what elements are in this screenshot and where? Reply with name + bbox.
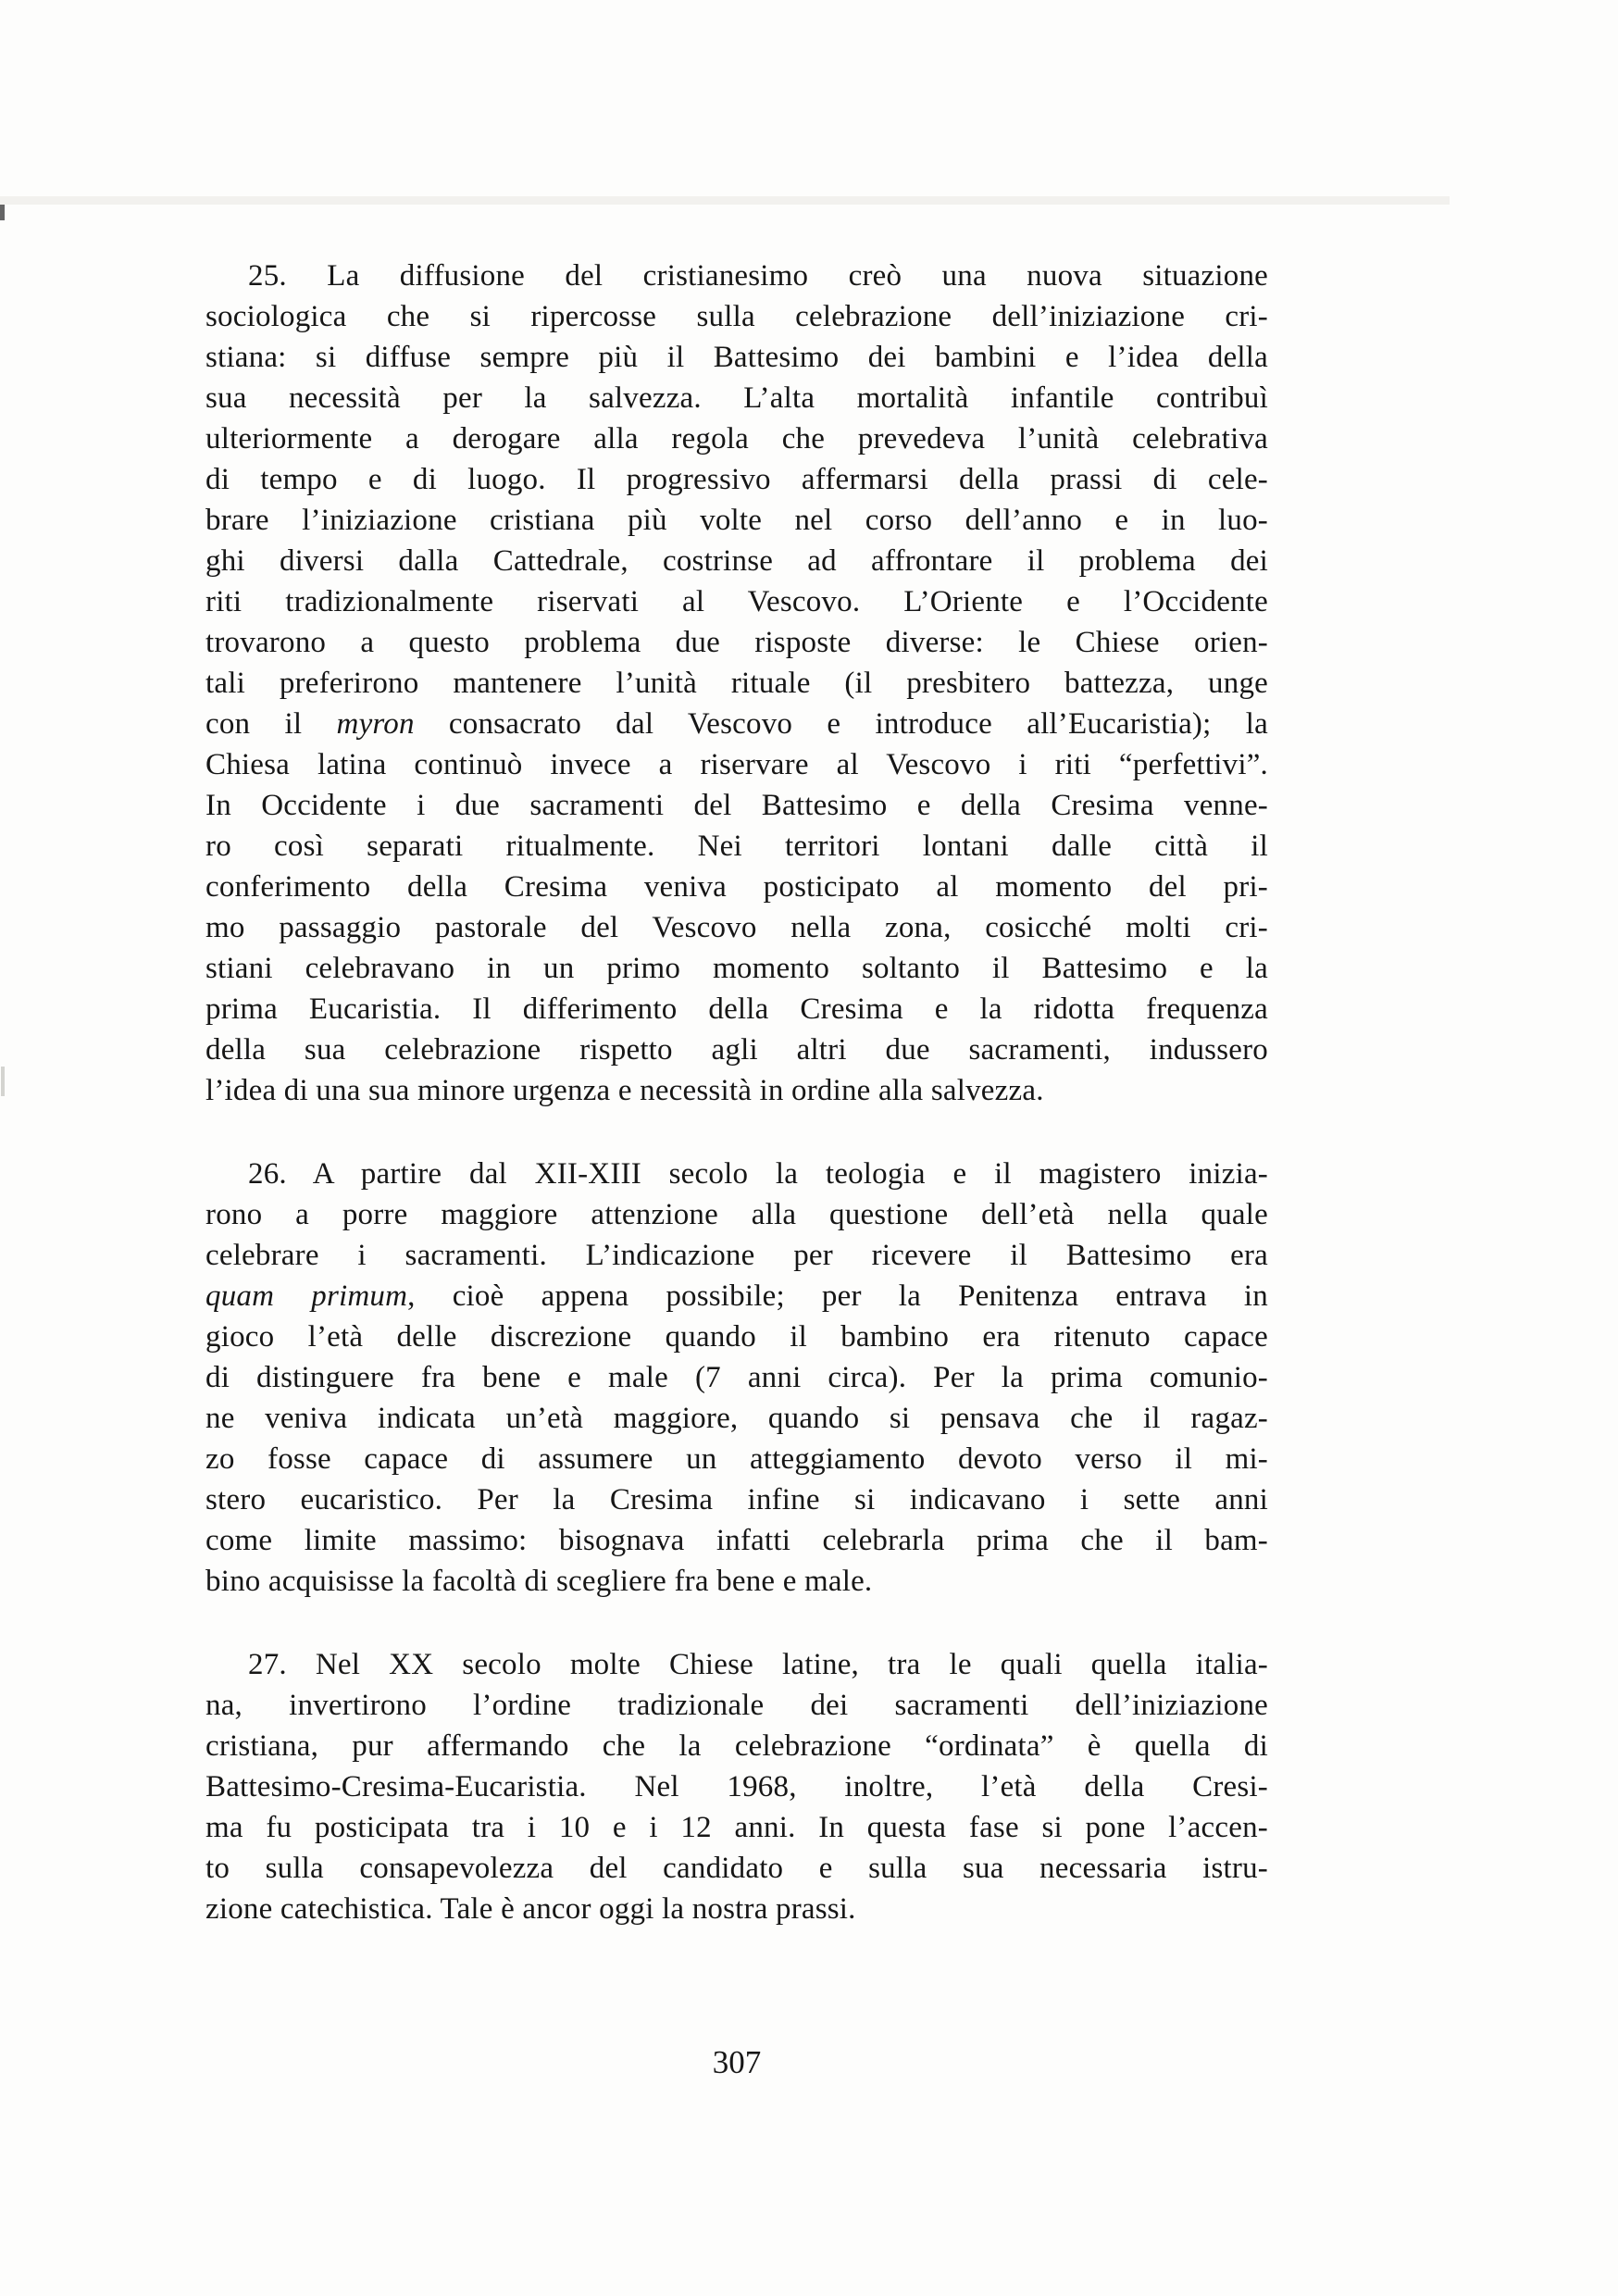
text-segment: 25. La diffusione del cristianesimo creò una nuova situazione bbox=[248, 259, 1268, 293]
text-segment: ulteriormente a derogare alla regola che prevedeva l’unità celebrativa bbox=[205, 422, 1268, 455]
text-line bbox=[205, 296, 1268, 337]
text-line bbox=[205, 1276, 1268, 1316]
text-segment: Battesimo-Cresima-Eucaristia. Nel 1968, inoltre, l’età della Cresi- bbox=[205, 1770, 1268, 1803]
text-line bbox=[205, 541, 1268, 581]
text-line bbox=[205, 663, 1268, 704]
text-segment: bino acquisisse la facoltà di scegliere fra bene e male. bbox=[205, 1565, 873, 1598]
text-segment: ro così separati ritualmente. Nei territori lontani dalle città il bbox=[205, 830, 1268, 863]
text-segment: cristiana, pur affermando che la celebrazione “ordinata” è quella di bbox=[205, 1729, 1268, 1763]
italic-text: myron bbox=[336, 707, 415, 741]
text-line bbox=[205, 500, 1268, 541]
text-segment: brare l’iniziazione cristiana più volte nel corso dell’anno e in luo- bbox=[205, 504, 1268, 537]
text-segment: rono a porre maggiore attenzione alla questione dell’età nella quale bbox=[205, 1198, 1268, 1231]
text-line bbox=[205, 785, 1268, 826]
text-segment: ne veniva indicata un’età maggiore, quando si pensava che il ragaz- bbox=[205, 1402, 1268, 1435]
text-segment: zo fosse capace di assumere un atteggiamento devoto verso il mi- bbox=[205, 1442, 1268, 1476]
text-segment: sociologica che si ripercosse sulla celebrazione dell’iniziazione cri- bbox=[205, 300, 1268, 333]
text-line bbox=[205, 1357, 1268, 1398]
scan-rule-artifact bbox=[0, 196, 1450, 205]
text-segment: stiana: si diffuse sempre più il Battesimo dei bambini e l’idea della bbox=[205, 341, 1268, 374]
page-number: 307 bbox=[712, 2044, 762, 2080]
text-line bbox=[205, 1316, 1268, 1357]
text-segment: tali preferirono mantenere l’unità rituale (il presbitero battezza, unge bbox=[205, 667, 1268, 700]
text-line bbox=[205, 581, 1268, 622]
text-segment: celebrare i sacramenti. L’indicazione per ricevere il Battesimo era bbox=[205, 1239, 1268, 1272]
text-segment: prima Eucaristia. Il differimento della Cresima e la ridotta frequenza bbox=[205, 992, 1268, 1026]
text-line bbox=[205, 1889, 1268, 1929]
text-block bbox=[205, 256, 1268, 1972]
italic-text: quam primum bbox=[205, 1279, 408, 1313]
text-line bbox=[205, 378, 1268, 418]
text-line bbox=[205, 948, 1268, 989]
text-segment: sua necessità per la salvezza. L’alta mortalità infantile contribuì bbox=[205, 381, 1268, 415]
text-segment: stiani celebravano in un primo momento soltanto il Battesimo e la bbox=[205, 952, 1268, 985]
text-line bbox=[205, 1685, 1268, 1726]
text-line bbox=[205, 1766, 1268, 1807]
text-line bbox=[205, 1848, 1268, 1889]
text-line bbox=[205, 1726, 1268, 1766]
text-line bbox=[205, 1154, 1268, 1194]
text-line bbox=[205, 1398, 1268, 1439]
text-line bbox=[205, 907, 1268, 948]
text-line bbox=[205, 867, 1268, 907]
text-segment: gioco l’età delle discrezione quando il bambino era ritenuto capace bbox=[205, 1320, 1268, 1354]
text-segment: di tempo e di luogo. Il progressivo affermarsi della prassi di cele- bbox=[205, 463, 1268, 496]
text-line bbox=[205, 1520, 1268, 1561]
text-line bbox=[205, 459, 1268, 500]
text-line bbox=[205, 1439, 1268, 1479]
text-segment: In Occidente i due sacramenti del Battesimo e della Cresima venne- bbox=[205, 789, 1268, 822]
scan-speck-left-middle bbox=[1, 1067, 5, 1096]
text-segment: della sua celebrazione rispetto agli altri due sacramenti, indussero bbox=[205, 1033, 1268, 1067]
text-segment: Chiesa latina continuò invece a riservare al Vescovo i riti “perfettivi”. bbox=[205, 748, 1268, 781]
text-line bbox=[205, 256, 1268, 296]
text-line bbox=[205, 744, 1268, 785]
text-segment: 26. A partire dal XII-XIII secolo la teologia e il magistero inizia- bbox=[248, 1157, 1268, 1191]
text-line bbox=[205, 418, 1268, 459]
text-line bbox=[205, 1479, 1268, 1520]
paragraph-27 bbox=[205, 1644, 1268, 1929]
text-segment: con il bbox=[205, 707, 337, 741]
scan-speck-left-top bbox=[0, 205, 5, 220]
text-line bbox=[205, 337, 1268, 378]
text-line bbox=[205, 989, 1268, 1029]
text-line bbox=[205, 1029, 1268, 1070]
text-segment: conferimento della Cresima veniva posticipato al momento del pri- bbox=[205, 870, 1268, 904]
text-line bbox=[205, 1644, 1268, 1685]
text-segment: come limite massimo: bisognava infatti celebrarla prima che il bam- bbox=[205, 1524, 1268, 1557]
text-line bbox=[205, 1070, 1268, 1111]
text-line bbox=[205, 1194, 1268, 1235]
text-segment: to sulla consapevolezza del candidato e sulla sua necessaria istru- bbox=[205, 1852, 1268, 1885]
text-segment: l’idea di una sua minore urgenza e necessità in ordine alla salvezza. bbox=[205, 1074, 1044, 1107]
text-segment: , cioè appena possibile; per la Penitenza entrava in bbox=[407, 1279, 1268, 1313]
text-segment: consacrato dal Vescovo e introduce all’Eucaristia); la bbox=[414, 707, 1268, 741]
text-line bbox=[205, 826, 1268, 867]
paragraph-26 bbox=[205, 1154, 1268, 1602]
text-line bbox=[205, 704, 1268, 744]
text-segment: stero eucaristico. Per la Cresima infine si indicavano i sette anni bbox=[205, 1483, 1268, 1516]
text-segment: ghi diversi dalla Cattedrale, costrinse ad affrontare il problema dei bbox=[205, 544, 1268, 578]
text-line bbox=[205, 1235, 1268, 1276]
text-line bbox=[205, 622, 1268, 663]
text-segment: ma fu posticipata tra i 10 e i 12 anni. In questa fase si pone l’accen- bbox=[205, 1811, 1268, 1844]
text-segment: mo passaggio pastorale del Vescovo nella zona, cosicché molti cri- bbox=[205, 911, 1268, 944]
text-line bbox=[205, 1561, 1268, 1602]
text-segment: 27. Nel XX secolo molte Chiese latine, tra le quali quella italia- bbox=[248, 1648, 1268, 1681]
text-segment: riti tradizionalmente riservati al Vescovo. L’Oriente e l’Occidente bbox=[205, 585, 1268, 618]
text-segment: na, invertirono l’ordine tradizionale dei sacramenti dell’iniziazione bbox=[205, 1689, 1268, 1722]
text-segment: zione catechistica. Tale è ancor oggi la nostra prassi. bbox=[205, 1892, 856, 1926]
text-line bbox=[205, 1807, 1268, 1848]
text-segment: di distinguere fra bene e male (7 anni circa). Per la prima comunio- bbox=[205, 1361, 1268, 1394]
text-segment: trovarono a questo problema due risposte diverse: le Chiese orien- bbox=[205, 626, 1268, 659]
paragraph-25 bbox=[205, 256, 1268, 1111]
